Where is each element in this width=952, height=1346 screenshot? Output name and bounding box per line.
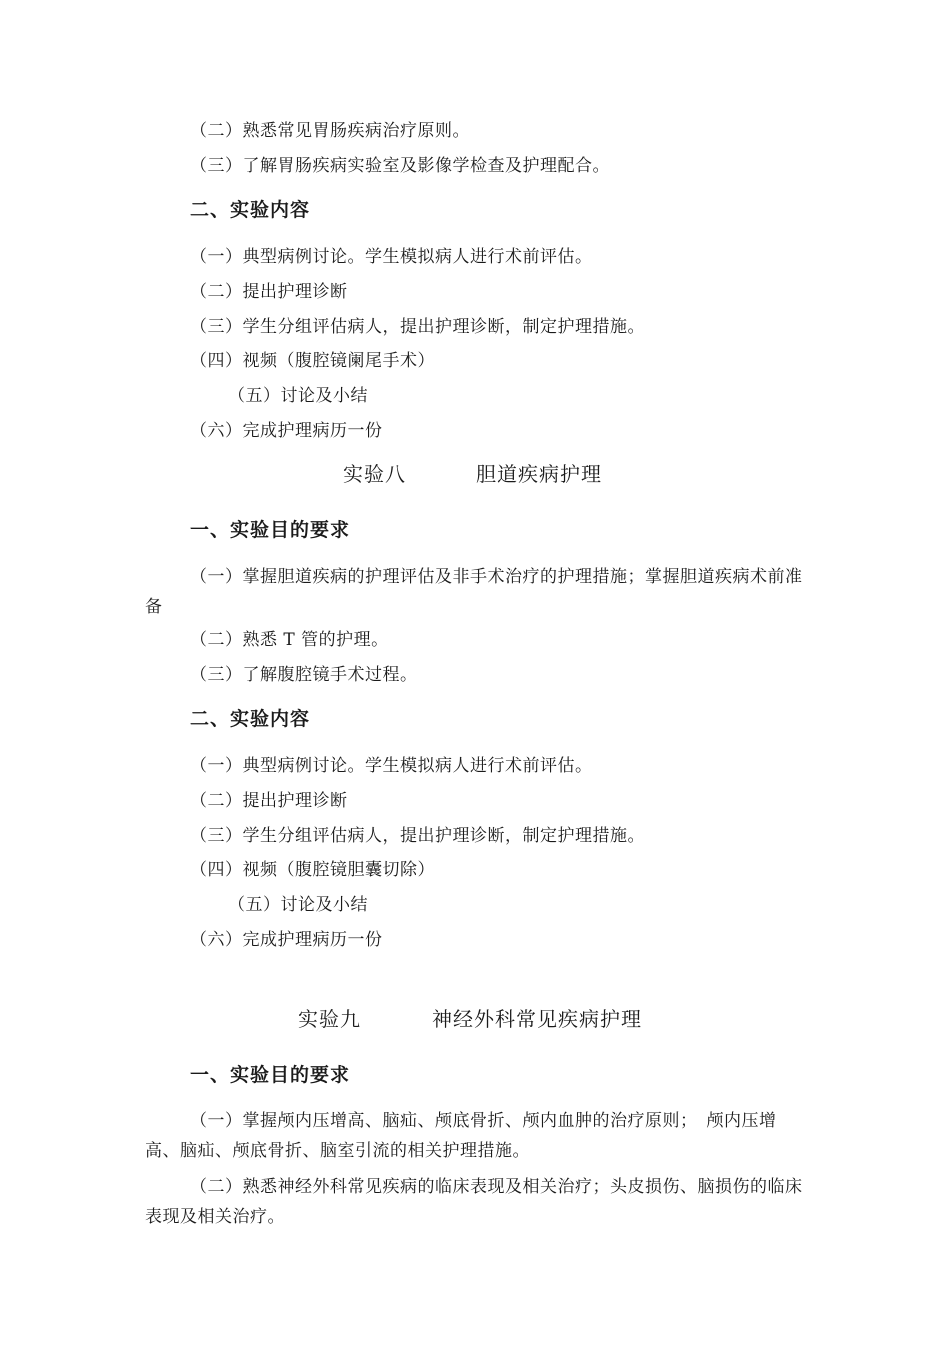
sec7-content-heading: 二、实验内容 [190, 199, 311, 221]
sec9-goal-heading: 一、实验目的要求 [190, 1064, 351, 1086]
sec8-goal-heading: 一、实验目的要求 [190, 519, 351, 541]
sec9-goal-item-2: （二）熟悉神经外科常见疾病的临床表现及相关治疗；头皮损伤、脑损伤的临床表现及相关治疗。 [145, 1177, 803, 1227]
sec8-goal-item-3: （三）了解腹腔镜手术过程。 [190, 665, 418, 685]
sec8-goal-item-1: （一）掌握胆道疾病的护理评估及非手术治疗的护理措施；掌握胆道疾病术前准备 [145, 567, 803, 617]
sec7-content-item-1: （一）典型病例讨论。学生模拟病人进行术前评估。 [190, 247, 593, 267]
sec8-content-item-4: （四）视频（腹腔镜胆囊切除） [190, 860, 435, 880]
sec7-content-item-2: （二）提出护理诊断 [190, 282, 348, 302]
sec9-title-number: 实验九 [298, 1007, 361, 1031]
sec8-content-heading: 二、实验内容 [190, 708, 311, 730]
sec9-goal-item-1: （一）掌握颅内压增高、脑疝、颅底骨折、颅内血肿的治疗原则； 颅内压增高、脑疝、颅底骨折、脑室引流的相关护理措施。 [145, 1111, 777, 1161]
sec7-content-item-4: （四）视频（腹腔镜阑尾手术） [190, 351, 435, 371]
sec8-content-item-6: （六）完成护理病历一份 [190, 930, 383, 950]
sec8-goal-item-2: （二）熟悉 T 管的护理。 [190, 630, 389, 650]
sec8-content-item-1: （一）典型病例讨论。学生模拟病人进行术前评估。 [190, 756, 593, 776]
sec8-title-number: 实验八 [343, 462, 406, 486]
sec8-content-item-5: （五）讨论及小结 [228, 895, 368, 915]
sec8-title-name: 胆道疾病护理 [476, 462, 602, 486]
sec8-content-item-3: （三）学生分组评估病人，提出护理诊断，制定护理措施。 [190, 826, 645, 846]
sec9-title-name: 神经外科常见疾病护理 [432, 1007, 642, 1031]
sec7-goal-item-3: （三）了解胃肠疾病实验室及影像学检查及护理配合。 [190, 156, 610, 176]
sec7-content-item-6: （六）完成护理病历一份 [190, 421, 383, 441]
sec8-content-item-2: （二）提出护理诊断 [190, 791, 348, 811]
sec7-goal-item-2: （二）熟悉常见胃肠疾病治疗原则。 [190, 121, 470, 141]
sec7-content-item-3: （三）学生分组评估病人，提出护理诊断，制定护理措施。 [190, 317, 645, 337]
sec7-content-item-5: （五）讨论及小结 [228, 386, 368, 406]
